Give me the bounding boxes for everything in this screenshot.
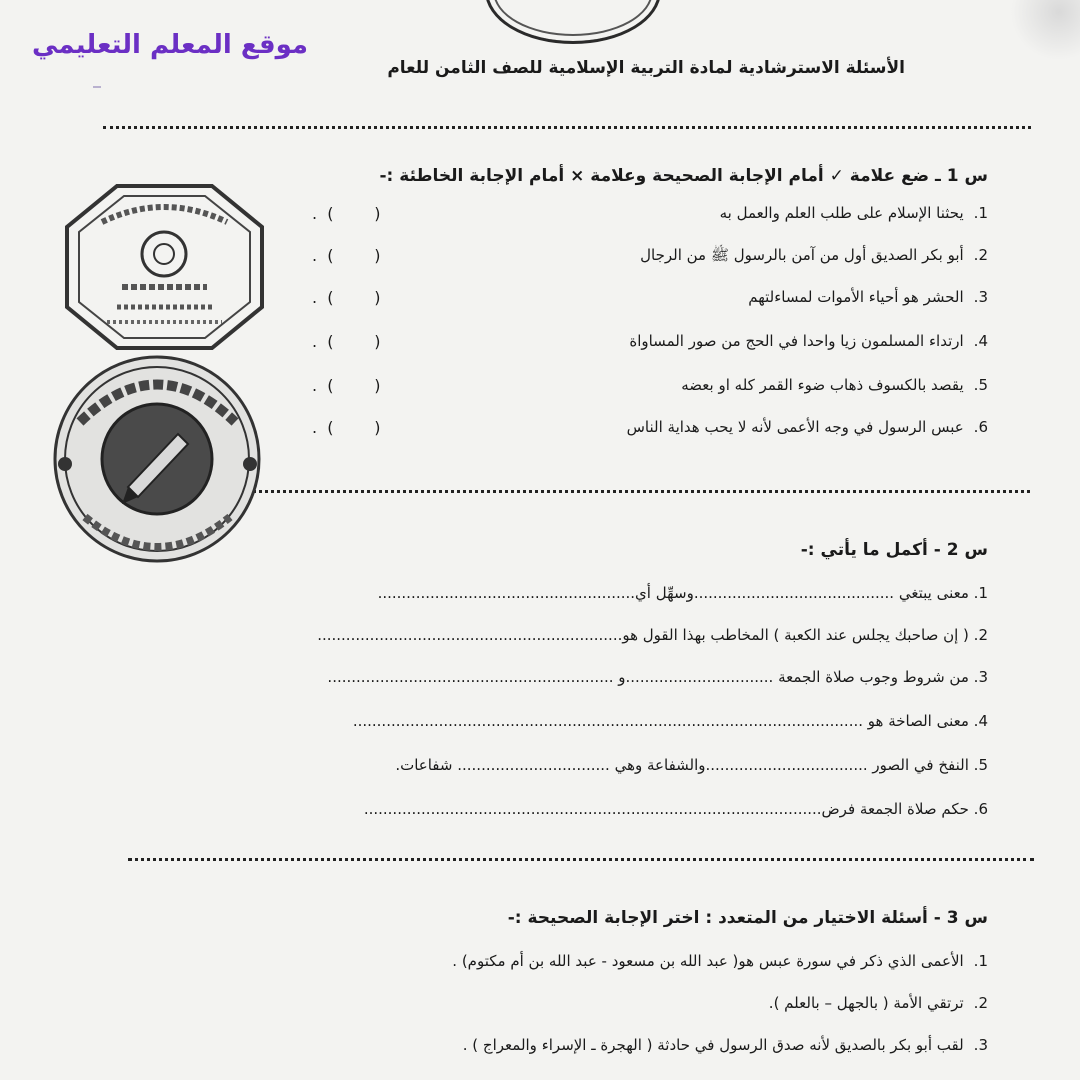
q2-item-6[interactable] [364, 800, 988, 818]
item-number: 5. [973, 376, 988, 394]
q1-item-1 [720, 204, 988, 222]
item-number: 5. [973, 756, 988, 774]
q3-item-3[interactable] [463, 1036, 988, 1054]
q2-item-5[interactable] [395, 756, 988, 774]
q1-answer-parens-6[interactable]: ( ) . [312, 418, 381, 437]
q2-item-4[interactable] [353, 712, 988, 730]
item-number: 1. [973, 952, 988, 970]
divider-q1-q2 [150, 490, 1030, 493]
item-text: ترتقي الأمة ( بالجهل – بالعلم ). [768, 994, 964, 1012]
q3-item-2[interactable] [769, 994, 988, 1012]
octagon-stamp [62, 182, 267, 352]
q2-item-2[interactable] [317, 626, 988, 644]
item-number: 1. [973, 584, 988, 602]
q1-answer-parens-5[interactable]: ( ) . [312, 376, 381, 395]
q1-item-2 [640, 246, 988, 268]
item-text: ارتداء المسلمون زيا واحدا في الحج من صور المساواة [629, 332, 964, 350]
item-text: حكم صلاة الجمعة فرض................................................................................................ [363, 800, 969, 818]
q1-item-4 [629, 332, 988, 350]
item-text: عبس الرسول في وجه الأعمى لأنه لا يحب هداية الناس [626, 418, 964, 436]
item-text: معنى الصاخة هو ........................................................................................................... [352, 712, 969, 730]
q1-item-5 [681, 376, 988, 394]
item-text: لقب أبو بكر بالصديق لأنه صدق الرسول في حادثة ( الهجرة ـ الإسراء والمعراج ) . [462, 1036, 964, 1054]
item-text: الأعمى الذي ذكر في سورة عبس هو( عبد الله بن مسعود - عبد الله بن أم مكتوم) . [452, 952, 964, 970]
q1-item-3 [748, 288, 988, 306]
q2-item-3[interactable] [327, 668, 988, 686]
q1-item-6 [627, 418, 988, 436]
q2-item-1[interactable] [378, 584, 988, 602]
item-number: 4. [973, 332, 988, 350]
divider-q2-q3 [128, 858, 1034, 861]
q1-answer-parens-4[interactable]: ( ) . [312, 332, 381, 351]
top-seal-emblem [485, 0, 661, 44]
item-number: 3. [973, 288, 988, 306]
item-text: معنى يبتغي ..........................................وسهِّل أي...................................................... [377, 584, 969, 602]
item-text: الحشر هو أحياء الأموات لمساءلتهم [748, 288, 964, 306]
q2-heading: س 2 - أكمل ما يأتي :- [800, 540, 988, 560]
item-text: يحثنا الإسلام على طلب العلم والعمل به [719, 204, 964, 222]
item-number: 2. [973, 994, 988, 1012]
q1-answer-parens-2[interactable]: ( ) . [312, 246, 381, 265]
item-text: النفخ في الصور ..................................والشفاعة وهي ................................ شفاعات. [395, 756, 969, 774]
item-number: 6. [973, 800, 988, 818]
page-title: الأسئلة الاسترشادية لمادة التربية الإسلامية للصف الثامن للعام [387, 58, 905, 78]
q3-item-1[interactable] [452, 952, 988, 970]
item-text: ( إن صاحبك يجلس عند الكعبة ) المخاطب بهذا القول هو................................................................ [317, 626, 969, 644]
site-watermark: موقع المعلم التعليمي [32, 30, 308, 60]
item-number: 2. [973, 626, 988, 644]
q1-heading: س 1 ـ ضع علامة ✓ أمام الإجابة الصحيحة وعلامة × أمام الإجابة الخاطئة :- [379, 166, 988, 186]
item-number: 6. [973, 418, 988, 436]
q1-answer-parens-1[interactable]: ( ) . [312, 204, 381, 223]
item-number: 3. [973, 668, 988, 686]
item-text: من شروط وجوب صلاة الجمعة ...............................و ............................................................ [327, 668, 969, 686]
corner-smudge [1010, 0, 1080, 60]
watermark-dash [93, 86, 101, 88]
item-number: 1. [973, 204, 988, 222]
q3-heading: س 3 - أسئلة الاختيار من المتعدد : اختر الإجابة الصحيحة :- [507, 908, 988, 928]
q1-answer-parens-3[interactable]: ( ) . [312, 288, 381, 307]
item-number: 3. [973, 1036, 988, 1054]
divider-top [103, 126, 1031, 129]
item-number: 4. [973, 712, 988, 730]
round-stamp [50, 352, 265, 567]
item-text: أبو بكر الصديق أول من آمن بالرسول ﷺ من الرجال [640, 246, 964, 264]
item-number: 2. [973, 246, 988, 264]
item-text: يقصد بالكسوف ذهاب ضوء القمر كله او بعضه [681, 376, 964, 394]
